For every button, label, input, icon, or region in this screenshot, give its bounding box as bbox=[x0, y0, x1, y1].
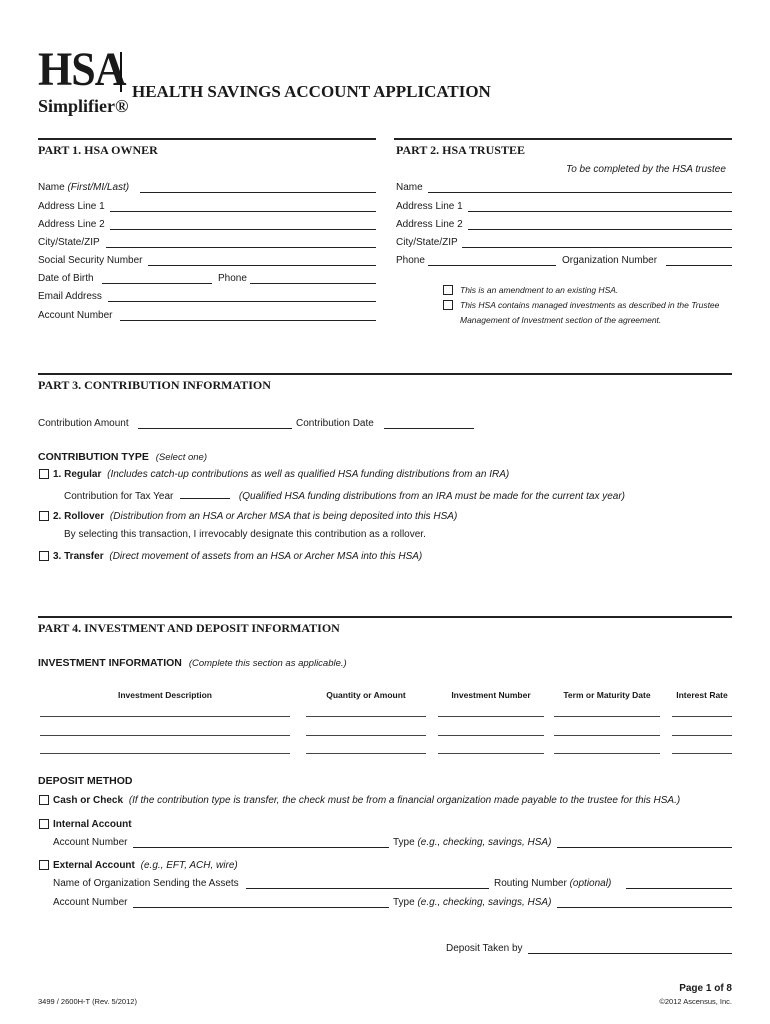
inv-row3-number[interactable] bbox=[438, 753, 544, 754]
routing-number-line[interactable] bbox=[626, 878, 732, 889]
trustee-city-line[interactable] bbox=[462, 237, 732, 248]
owner-email-line[interactable] bbox=[108, 291, 376, 302]
deposit-taken-field[interactable] bbox=[446, 943, 732, 954]
external-type-label: Type bbox=[393, 897, 415, 908]
trustee-address1-label: Address Line 1 bbox=[396, 201, 463, 212]
trustee-address1-field[interactable] bbox=[396, 201, 732, 212]
part3-heading: PART 3. CONTRIBUTION INFORMATION bbox=[38, 378, 271, 392]
owner-address2-label: Address Line 2 bbox=[38, 219, 105, 230]
inv-row2-description[interactable] bbox=[40, 735, 290, 736]
divider-part2 bbox=[394, 138, 732, 140]
owner-address2-field[interactable] bbox=[38, 219, 376, 230]
owner-dob-label: Date of Birth bbox=[38, 273, 94, 284]
owner-dob-field[interactable] bbox=[38, 273, 376, 284]
rollover-checkbox[interactable] bbox=[39, 511, 49, 521]
owner-account-label: Account Number bbox=[38, 310, 113, 321]
inv-row3-description[interactable] bbox=[40, 753, 290, 754]
owner-city-field[interactable] bbox=[38, 237, 376, 248]
hsa-logo-sub: Simplifier® bbox=[38, 96, 129, 116]
trustee-name-label: Name bbox=[396, 182, 423, 193]
inv-row3-rate[interactable] bbox=[672, 753, 732, 754]
deposit-method-heading: DEPOSIT METHOD bbox=[38, 775, 133, 787]
owner-name-line[interactable] bbox=[140, 182, 376, 193]
tax-year-label: Contribution for Tax Year bbox=[64, 491, 174, 502]
external-type-field[interactable] bbox=[393, 897, 732, 908]
trustee-phone-line[interactable] bbox=[428, 255, 556, 266]
inv-row2-rate[interactable] bbox=[672, 735, 732, 736]
owner-city-line[interactable] bbox=[106, 237, 376, 248]
tax-year-field[interactable] bbox=[64, 488, 625, 502]
external-type-line[interactable] bbox=[557, 897, 732, 908]
owner-account-field[interactable] bbox=[38, 310, 376, 321]
inv-row1-number[interactable] bbox=[438, 716, 544, 717]
org-sending-line[interactable] bbox=[246, 878, 489, 889]
trustee-address2-label: Address Line 2 bbox=[396, 219, 463, 230]
owner-address2-line[interactable] bbox=[110, 219, 376, 230]
inv-row1-rate[interactable] bbox=[672, 716, 732, 717]
page-title: HEALTH SAVINGS ACCOUNT APPLICATION bbox=[132, 82, 491, 101]
internal-account-number-line[interactable] bbox=[133, 837, 389, 848]
col-quantity-amount: Quantity or Amount bbox=[326, 690, 406, 700]
trustee-address1-line[interactable] bbox=[468, 201, 732, 212]
trustee-phone-label: Phone bbox=[396, 255, 425, 266]
managed-text-1: This HSA contains managed investments as described in the Trustee bbox=[460, 300, 720, 310]
owner-name-field[interactable] bbox=[38, 182, 376, 193]
contribution-amount-field[interactable] bbox=[38, 418, 294, 429]
external-type-hint: (e.g., checking, savings, HSA) bbox=[417, 897, 552, 908]
contribution-amount-label: Contribution Amount bbox=[38, 418, 129, 429]
inv-row1-quantity[interactable] bbox=[306, 716, 426, 717]
part4-heading: PART 4. INVESTMENT AND DEPOSIT INFORMATION bbox=[38, 621, 340, 635]
contribution-date-field[interactable] bbox=[296, 418, 474, 429]
col-investment-description: Investment Description bbox=[118, 690, 212, 700]
inv-row2-term[interactable] bbox=[554, 735, 660, 736]
cash-check-option: Cash or Check (If the contribution type is transfer, the check must be from a financial organization made payable to the trustee for this HSA.) bbox=[53, 795, 681, 806]
trustee-phone-field[interactable] bbox=[396, 255, 732, 266]
owner-city-label: City/State/ZIP bbox=[38, 237, 100, 248]
owner-phone-line[interactable] bbox=[250, 273, 376, 284]
col-interest-rate: Interest Rate bbox=[676, 690, 728, 700]
internal-type-field[interactable] bbox=[393, 837, 732, 848]
inv-row3-quantity[interactable] bbox=[306, 753, 426, 754]
part1-heading: PART 1. HSA OWNER bbox=[38, 143, 158, 157]
regular-option: 1. Regular (Includes catch-up contributions as well as qualified HSA funding distributions from an IRA) bbox=[53, 469, 510, 480]
investment-info-heading: INVESTMENT INFORMATION (Complete this section as applicable.) bbox=[38, 657, 347, 669]
col-investment-number: Investment Number bbox=[451, 690, 531, 700]
contribution-date-line[interactable] bbox=[384, 418, 474, 429]
part2-heading: PART 2. HSA TRUSTEE bbox=[396, 143, 525, 157]
owner-name-label: Name bbox=[38, 182, 65, 193]
trustee-org-label: Organization Number bbox=[562, 255, 658, 266]
contribution-amount-line[interactable] bbox=[138, 418, 292, 429]
owner-dob-line[interactable] bbox=[102, 273, 212, 284]
trustee-city-field[interactable] bbox=[396, 237, 732, 248]
cash-check-checkbox[interactable] bbox=[39, 795, 49, 805]
inv-row1-term[interactable] bbox=[554, 716, 660, 717]
internal-account-number-label: Account Number bbox=[53, 837, 128, 848]
internal-type-hint: (e.g., checking, savings, HSA) bbox=[417, 837, 552, 848]
transfer-checkbox[interactable] bbox=[39, 551, 49, 561]
trustee-name-line[interactable] bbox=[428, 182, 732, 193]
owner-address1-field[interactable] bbox=[38, 201, 376, 212]
contribution-type-heading: CONTRIBUTION TYPE (Select one) bbox=[38, 451, 207, 463]
routing-number-field[interactable] bbox=[494, 878, 732, 889]
owner-ssn-field[interactable] bbox=[38, 255, 376, 266]
owner-ssn-label: Social Security Number bbox=[38, 255, 143, 266]
inv-row1-description[interactable] bbox=[40, 716, 290, 717]
trustee-address2-line[interactable] bbox=[468, 219, 732, 230]
col-term-maturity: Term or Maturity Date bbox=[563, 690, 651, 700]
inv-row2-number[interactable] bbox=[438, 735, 544, 736]
managed-investments-checkbox[interactable] bbox=[443, 300, 453, 310]
tax-year-line[interactable] bbox=[180, 488, 230, 499]
org-sending-label: Name of Organization Sending the Assets bbox=[53, 878, 239, 889]
page-number: Page 1 of 8 bbox=[679, 983, 732, 994]
trustee-city-label: City/State/ZIP bbox=[396, 237, 458, 248]
rollover-option: 2. Rollover (Distribution from an HSA or Archer MSA that is being deposited into this HSA) bbox=[53, 511, 458, 522]
inv-row2-quantity[interactable] bbox=[306, 735, 426, 736]
external-account-number-label: Account Number bbox=[53, 897, 128, 908]
org-sending-field[interactable] bbox=[53, 878, 489, 889]
external-account-number-field[interactable] bbox=[53, 897, 389, 908]
trustee-address2-field[interactable] bbox=[396, 219, 732, 230]
owner-account-line[interactable] bbox=[120, 310, 376, 321]
regular-checkbox[interactable] bbox=[39, 469, 49, 479]
contribution-date-label: Contribution Date bbox=[296, 418, 374, 429]
owner-name-hint: (First/MI/Last) bbox=[67, 182, 130, 193]
trustee-name-field[interactable] bbox=[396, 182, 732, 193]
logo-bracket bbox=[116, 52, 122, 92]
external-account-option: External Account (e.g., EFT, ACH, wire) bbox=[53, 860, 238, 871]
internal-type-line[interactable] bbox=[557, 837, 732, 848]
routing-number-hint: (optional) bbox=[569, 878, 612, 889]
copyright: ©2012 Ascensus, Inc. bbox=[659, 997, 732, 1006]
owner-address1-label: Address Line 1 bbox=[38, 201, 105, 212]
external-account-number-line[interactable] bbox=[133, 897, 389, 908]
owner-address1-line[interactable] bbox=[110, 201, 376, 212]
owner-phone-label: Phone bbox=[218, 273, 247, 284]
owner-ssn-line[interactable] bbox=[148, 255, 376, 266]
internal-account-checkbox[interactable] bbox=[39, 819, 49, 829]
internal-account-number-field[interactable] bbox=[53, 837, 389, 848]
part2-note: To be completed by the HSA trustee bbox=[566, 164, 726, 175]
internal-account-label: Internal Account bbox=[53, 819, 132, 830]
external-account-checkbox[interactable] bbox=[39, 860, 49, 870]
deposit-taken-label: Deposit Taken by bbox=[446, 943, 523, 954]
amendment-checkbox[interactable] bbox=[443, 285, 453, 295]
trustee-org-line[interactable] bbox=[666, 255, 732, 266]
tax-year-note: (Qualified HSA funding distributions from an IRA must be made for the current tax year) bbox=[238, 491, 626, 502]
form-number: 3499 / 2600H-T (Rev. 5/2012) bbox=[38, 997, 137, 1006]
transfer-option: 3. Transfer (Direct movement of assets from an HSA or Archer MSA into this HSA) bbox=[53, 551, 423, 562]
divider-part3 bbox=[38, 373, 732, 375]
routing-number-label: Routing Number bbox=[494, 878, 567, 889]
divider-part1 bbox=[38, 138, 376, 140]
deposit-taken-line[interactable] bbox=[528, 943, 732, 954]
divider-part4 bbox=[38, 616, 732, 618]
owner-email-field[interactable] bbox=[38, 291, 376, 302]
internal-type-label: Type bbox=[393, 837, 415, 848]
amendment-text: This is an amendment to an existing HSA. bbox=[460, 285, 619, 295]
owner-email-label: Email Address bbox=[38, 291, 102, 302]
managed-text-2: Management of Investment section of the agreement. bbox=[460, 315, 662, 325]
inv-row3-term[interactable] bbox=[554, 753, 660, 754]
rollover-note: By selecting this transaction, I irrevocably designate this contribution as a rollover. bbox=[64, 529, 426, 540]
hsa-logo: HSA bbox=[38, 42, 126, 96]
